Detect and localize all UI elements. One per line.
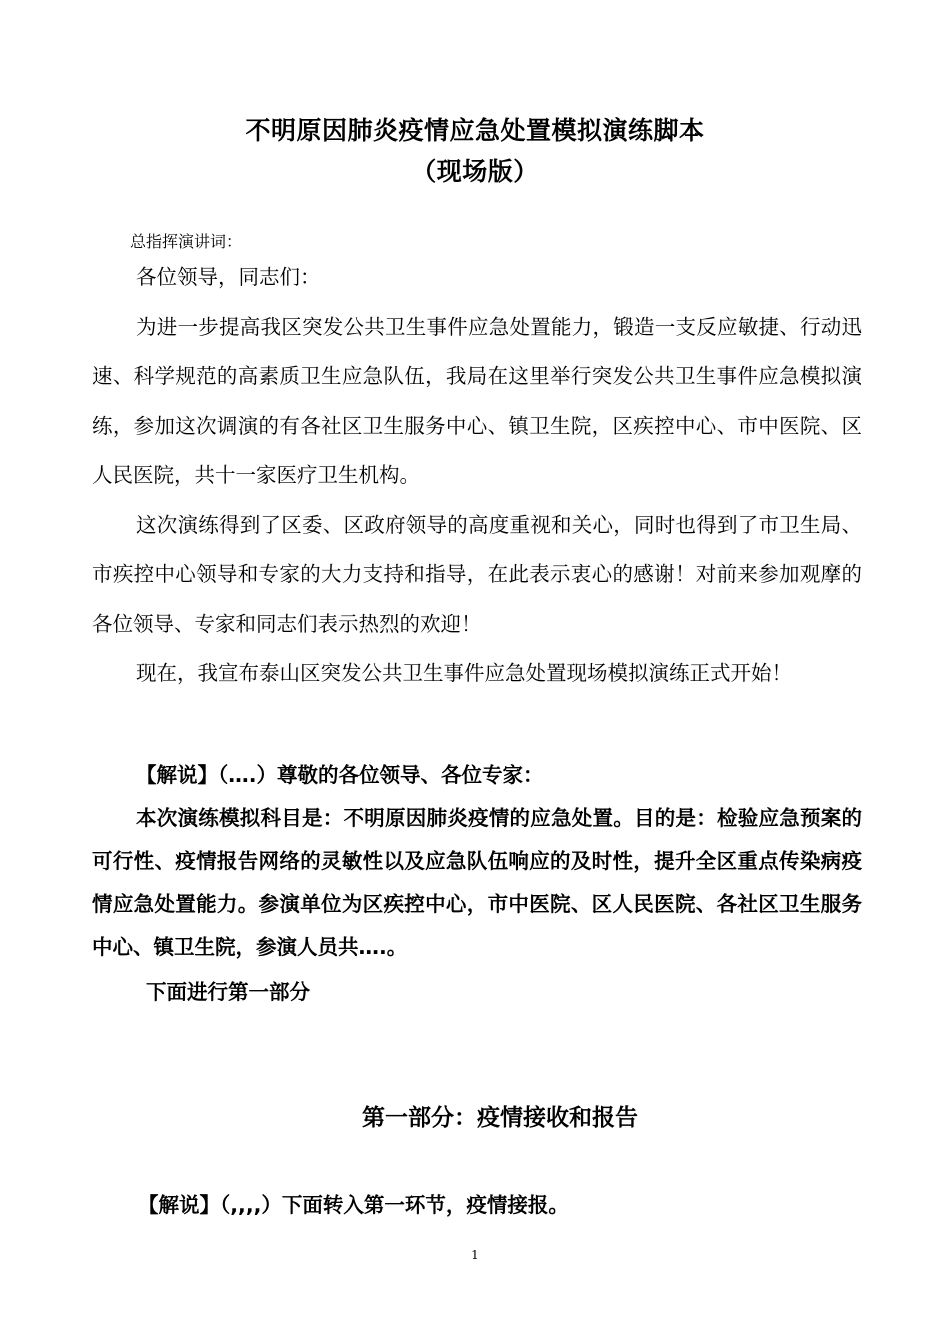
explanation-paragraph: 本次演练模拟科目是：不明原因肺炎疫情的应急处置。目的是：检验应急预案的可行性、疫情报告网络的灵敏性以及应急队伍响应的及时性，提升全区重点传染病疫情应急处置能力。参演单位为区疾控中心，市中医院、区人民医院、各社区卫生服务中心、镇卫生院，参演人员共….。 bbox=[92, 806, 862, 959]
speech-body bbox=[92, 253, 862, 699]
section-heading: 第一部分：疫情接收和报告 bbox=[362, 1105, 638, 1131]
speech-paragraph: 现在，我宣布泰山区突发公共卫生事件应急处置现场模拟演练正式开始！ bbox=[136, 661, 792, 685]
speech-paragraph: 各位领导，同志们： bbox=[136, 265, 321, 289]
explanation-2: 【解说】（,,,,）下面转入第一环节，疫情接报。 bbox=[138, 1193, 569, 1217]
document-title: 不明原因肺炎疫情应急处置模拟演练脚本 bbox=[245, 116, 705, 145]
document-subtitle: （现场版） bbox=[411, 157, 539, 186]
explanation-paragraph: 【解说】（….）尊敬的各位领导、各位专家： bbox=[136, 763, 544, 787]
next-part-text: 下面进行第一部分 bbox=[146, 980, 310, 1004]
speech-paragraph: 这次演练得到了区委、区政府领导的高度重视和关心，同时也得到了市卫生局、市疾控中心领导和专家的大力支持和指导，在此表示衷心的感谢！对前来参加观摩的各位领导、专家和同志们表示热烈的欢迎！ bbox=[92, 512, 862, 636]
page-number: 1 bbox=[471, 1248, 479, 1262]
explanation-body bbox=[92, 754, 862, 969]
speech-label: 总指挥演讲词： bbox=[130, 232, 243, 251]
speech-paragraph: 为进一步提高我区突发公共卫生事件应急处置能力，锻造一支反应敏捷、行动迅速、科学规范的高素质卫生应急队伍，我局在这里举行突发公共卫生事件应急模拟演练，参加这次调演的有各社区卫生服务中心、镇卫生院，区疾控中心、市中医院、区人民医院，共十一家医疗卫生机构。 bbox=[92, 314, 862, 487]
